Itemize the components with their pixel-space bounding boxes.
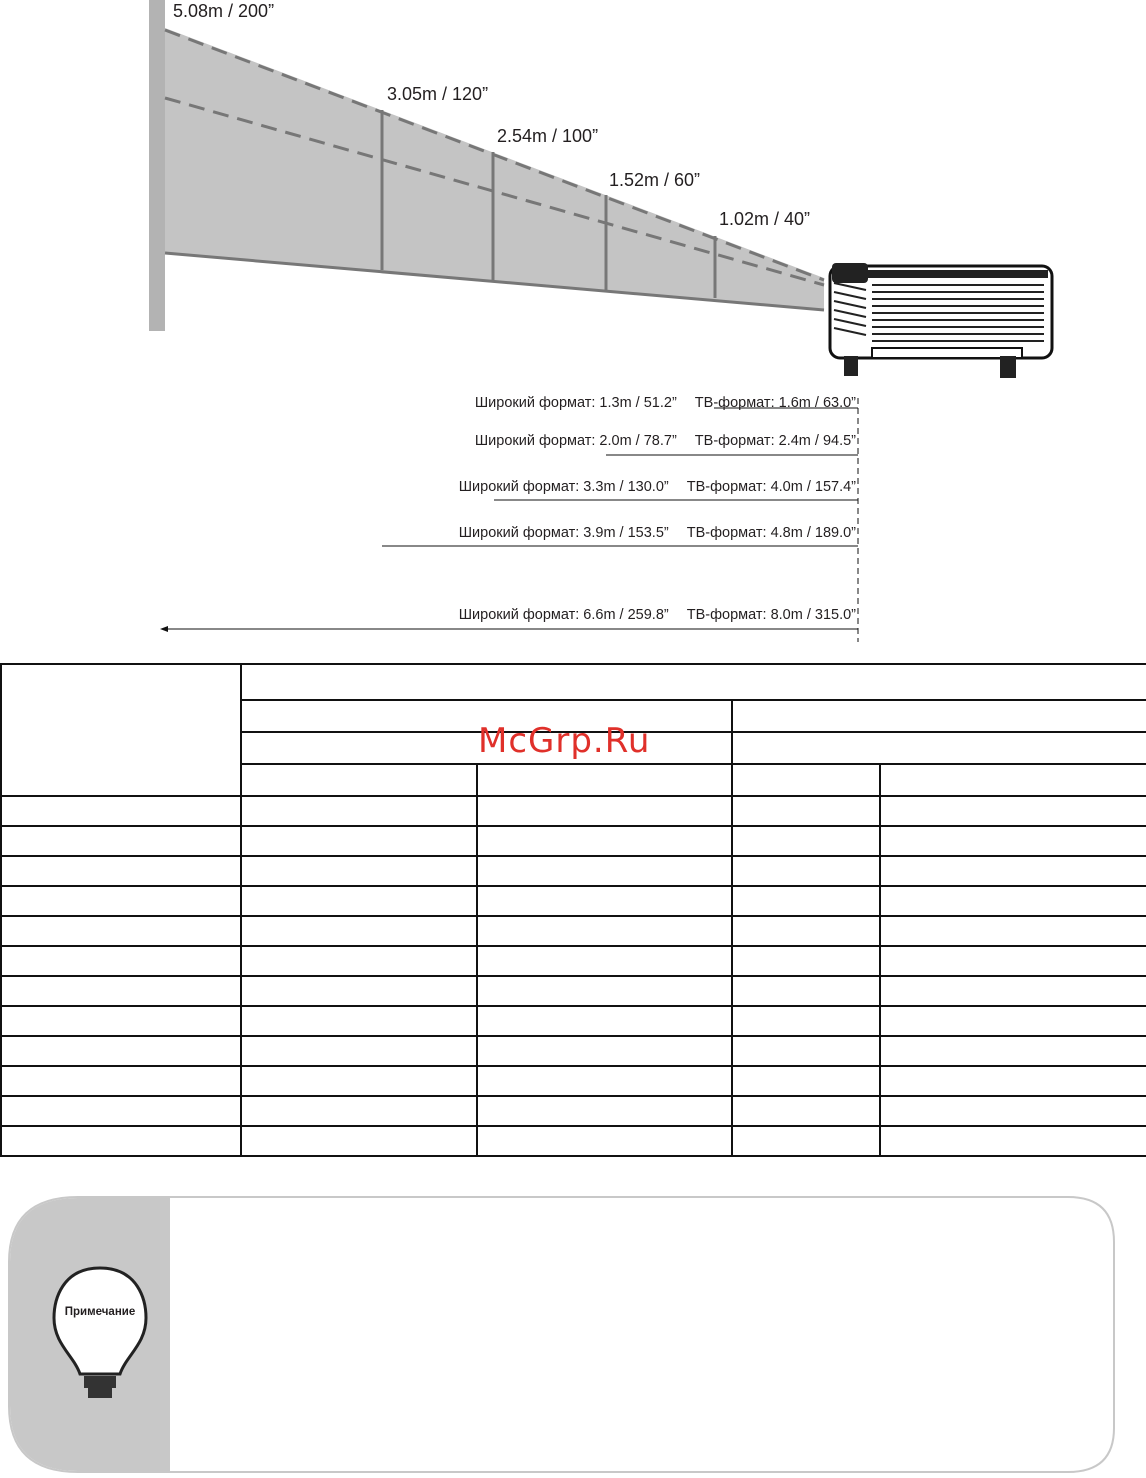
- wide-format-distance: Широкий формат: 1.3m / 51.2”: [474, 395, 677, 411]
- table-header-cell: [732, 700, 1146, 732]
- wide-format-distance: Широкий формат: 6.6m / 259.8”: [458, 607, 669, 623]
- table-row: [1, 856, 1146, 886]
- table-header-cell: [732, 764, 880, 796]
- note-label: Примечание: [64, 1306, 136, 1318]
- tv-format-distance: ТВ-формат: 2.4m / 94.5”: [694, 433, 856, 449]
- distance-row: [459, 525, 856, 541]
- table-row: [1, 826, 1146, 856]
- table-row: [1, 946, 1146, 976]
- tv-format-distance: ТВ-формат: 4.8m / 189.0”: [686, 525, 856, 541]
- screen-size-label: 1.52m / 60”: [609, 170, 701, 190]
- table-row: [1, 796, 1146, 826]
- screen-size-label: 3.05m / 120”: [387, 84, 489, 104]
- watermark: McGrp.Ru: [478, 721, 651, 761]
- wide-format-distance: Широкий формат: 3.9m / 153.5”: [458, 525, 669, 541]
- projection-diagram: [0, 0, 1146, 660]
- table-row: [1, 916, 1146, 946]
- tv-format-distance: ТВ-формат: 1.6m / 63.0”: [694, 395, 856, 411]
- table-row: [1, 1066, 1146, 1096]
- table-header-cell: [880, 764, 1146, 796]
- projector-icon: [830, 263, 1052, 378]
- table-header-cell: [241, 764, 477, 796]
- table-row: [1, 1006, 1146, 1036]
- screen-size-label: 1.02m / 40”: [719, 209, 811, 229]
- tv-format-distance: ТВ-формат: 8.0m / 315.0”: [686, 607, 856, 623]
- table-row: [1, 976, 1146, 1006]
- table-row: [1, 1036, 1146, 1066]
- table-header-cell: [732, 732, 1146, 764]
- wide-format-distance: Широкий формат: 2.0m / 78.7”: [474, 433, 677, 449]
- table-header-cell: [1, 664, 241, 796]
- tv-format-distance: ТВ-формат: 4.0m / 157.4”: [686, 479, 856, 495]
- table-header-cell: [241, 664, 1146, 700]
- table-row: [1, 1096, 1146, 1126]
- note-box: [8, 1196, 1131, 1474]
- screen-size-label: 5.08m / 200”: [173, 1, 275, 21]
- distance-row: [459, 479, 856, 495]
- projection-screen: [149, 0, 165, 331]
- distance-row: [475, 395, 856, 411]
- wide-format-distance: Широкий формат: 3.3m / 130.0”: [458, 479, 669, 495]
- screen-size-label: 2.54m / 100”: [497, 126, 599, 146]
- table-row: [1, 886, 1146, 916]
- table-header-cell: [477, 764, 732, 796]
- table-row: [1, 1126, 1146, 1156]
- distance-row: [459, 607, 856, 623]
- distance-row: [475, 433, 856, 449]
